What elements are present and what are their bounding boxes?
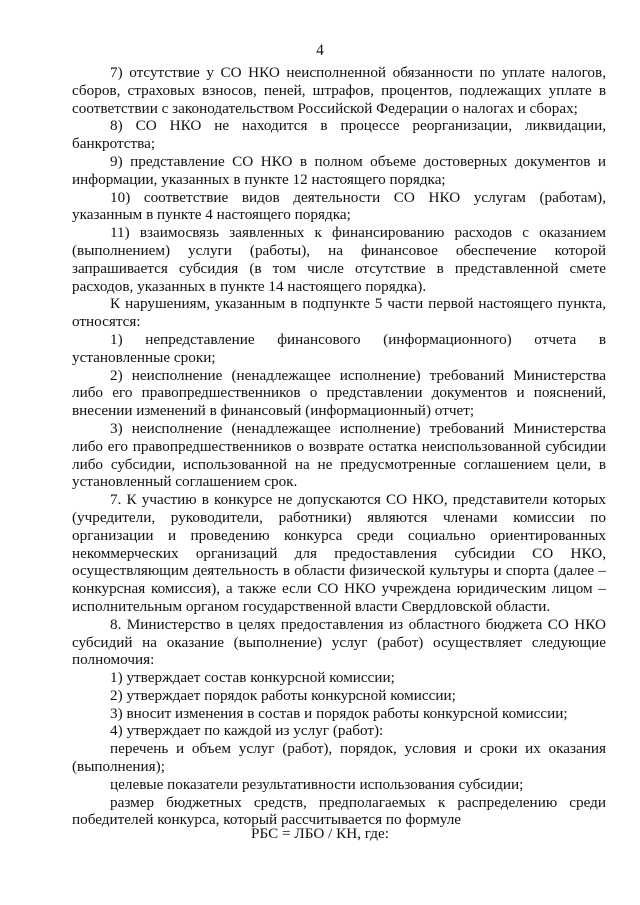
paragraph-item-9: 9) представление СО НКО в полном объеме достоверных документов и информации, указанных в пункте 12 настоящего порядка; — [72, 152, 606, 188]
paragraph-power-4-list: перечень и объем услуг (работ), порядок, условия и сроки их оказания (выполнения); — [72, 740, 606, 776]
paragraph-budget-size: размер бюджетных средств, предполагаемых к распределению среди победителей конкурса, который рассчитывается по формуле — [72, 793, 606, 829]
paragraph-power-2: 2) утверждает порядок работы конкурсной комиссии; — [110, 686, 456, 704]
paragraph-clause-7: 7. К участию в конкурсе не допускаются СО НКО, представители которых (учредители, руководители, работники) являются членами комиссии по организации и проведению конкурса среди социально ориентированных некоммерческих организаций для предоставления субсидии СО НКО, осуществляющим деятельность в области физической культуры и спорта (далее – конкурсная комиссия), а также если СО НКО учреждена юридическим лицом – исполнительным органом государственной власти Свердловской области. — [72, 491, 606, 615]
paragraph-item-11: 11) взаимосвязь заявленных к финансированию расходов с оказанием (выполнением) услуги (работы), на финансовое обеспечение которой запрашивается субсидия (в том числе отсутствие в представленной смете расходов, указанных в пункте 14 настоящего порядка). — [72, 224, 606, 295]
paragraph-violations-intro: К нарушениям, указанным в подпункте 5 части первой настоящего пункта, относятся: — [72, 295, 606, 331]
paragraph-item-7: 7) отсутствие у СО НКО неисполненной обязанности по уплате налогов, сборов, страховых взносов, пеней, штрафов, процентов, подлежащих уплате в соответствии с законодательством Российской Федерации о налогах и сборах; — [72, 64, 606, 117]
paragraph-power-3: 3) вносит изменения в состав и порядок работы конкурсной комиссии; — [110, 704, 568, 722]
paragraph-power-4: 4) утверждает по каждой из услуг (работ): — [110, 722, 384, 740]
page-number: 4 — [316, 42, 324, 59]
paragraph-clause-8: 8. Министерство в целях предоставления из областного бюджета СО НКО субсидий на оказание (выполнение) услуг (работ) осуществляет следующие полномочия: — [72, 615, 606, 669]
paragraph-item-10: 10) соответствие видов деятельности СО НКО услугам (работам), указанным в пункте 4 настоящего порядка; — [72, 188, 606, 224]
paragraph-item-8: 8) СО НКО не находится в процессе реорганизации, ликвидации, банкротства; — [72, 117, 606, 153]
paragraph-violation-2: 2) неисполнение (ненадлежащее исполнение) требований Министерства либо его правопредшественников о представлении документов и пояснений, внесении изменений в финансовый (информационный) отчет; — [72, 366, 606, 420]
paragraph-power-1: 1) утверждает состав конкурсной комиссии; — [110, 669, 395, 687]
document-body — [72, 64, 606, 829]
paragraph-violation-3: 3) неисполнение (ненадлежащее исполнение) требований Министерства либо его правопредшественников о возврате остатка неиспользованной субсидии либо субсидии, использованной на не предусмотренные соглашением цели, в установленный соглашением срок. — [72, 419, 606, 491]
budget-formula: РБС = ЛБО / КН, где: — [251, 825, 389, 842]
paragraph-target-indicators: целевые показатели результативности использования субсидии; — [110, 775, 524, 793]
paragraph-violation-1: 1) непредставление финансового (информационного) отчета в установленные сроки; — [72, 330, 606, 366]
